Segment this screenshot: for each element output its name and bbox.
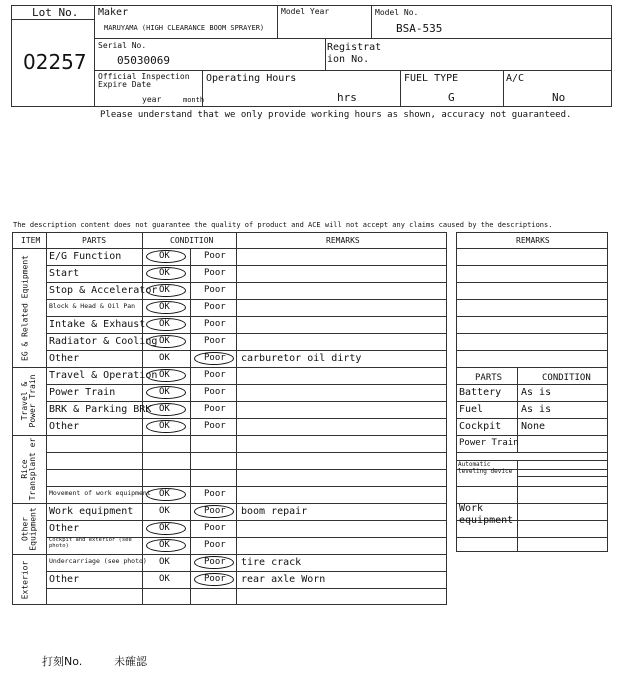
condition-ok: OK bbox=[159, 370, 170, 380]
group-label: Rice Transplant er bbox=[20, 437, 38, 501]
hrs-label: hrs bbox=[337, 91, 357, 104]
ok-selected-circle bbox=[146, 250, 186, 263]
work-equipment-label: Work equipment bbox=[459, 503, 514, 526]
right-parts-header: PARTS bbox=[475, 373, 503, 383]
condition-poor: Poor bbox=[204, 353, 226, 363]
condition-poor: Poor bbox=[204, 574, 226, 584]
condition-ok: OK bbox=[159, 285, 170, 295]
row-part-label: E/G Function bbox=[49, 251, 122, 262]
right-condition-value: As is bbox=[521, 387, 552, 398]
right-part-label: Fuel bbox=[459, 404, 484, 415]
ok-selected-circle bbox=[146, 267, 186, 280]
condition-ok: OK bbox=[159, 319, 170, 329]
row-part-label: Travel & Operation bbox=[49, 370, 158, 381]
header-parts: PARTS bbox=[82, 236, 107, 245]
condition-poor: Poor bbox=[204, 523, 226, 533]
condition-poor: Poor bbox=[204, 506, 226, 516]
condition-ok: OK bbox=[159, 574, 170, 584]
right-remarks-header: REMARKS bbox=[516, 236, 550, 245]
condition-poor: Poor bbox=[204, 336, 226, 346]
ok-selected-circle bbox=[146, 488, 186, 501]
right-part-label: Power Train bbox=[459, 438, 519, 448]
condition-poor: Poor bbox=[204, 285, 226, 295]
condition-ok: OK bbox=[159, 421, 170, 431]
group-label: Travel & Power Train bbox=[20, 374, 38, 428]
row-part-label: Stop & Accelerator bbox=[49, 285, 158, 296]
row-part-label: Other bbox=[49, 574, 80, 585]
auto-leveling-label: Automatic leveling device bbox=[458, 461, 513, 475]
condition-ok: OK bbox=[159, 540, 170, 550]
right-part-label: Cockpit bbox=[459, 421, 502, 432]
condition-ok: OK bbox=[159, 353, 170, 363]
ok-selected-circle bbox=[146, 335, 186, 348]
month-label: month bbox=[183, 96, 205, 104]
condition-poor: Poor bbox=[204, 370, 226, 380]
ok-selected-circle bbox=[146, 403, 186, 416]
row-part-label: Other bbox=[49, 353, 80, 364]
lot-number: 02257 bbox=[23, 50, 87, 74]
registration-label: Registrat ion No. bbox=[327, 42, 382, 65]
serial-label: Serial No. bbox=[98, 41, 147, 50]
ok-selected-circle bbox=[146, 522, 186, 535]
condition-ok: OK bbox=[159, 268, 170, 278]
ok-selected-circle bbox=[146, 284, 186, 297]
group-label: EG & Related Equipment bbox=[20, 254, 29, 361]
row-part-label: Cockpit and exterior (see photo) bbox=[49, 537, 132, 549]
row-part-label: Other bbox=[49, 421, 80, 432]
ok-selected-circle bbox=[146, 386, 186, 399]
row-part-label: Block & Head & Oil Pan bbox=[49, 302, 136, 310]
ok-selected-circle bbox=[146, 301, 186, 314]
condition-ok: OK bbox=[159, 387, 170, 397]
maker-label: Maker bbox=[98, 7, 129, 18]
stamp-value: 未確認 bbox=[114, 655, 147, 668]
poor-selected-circle bbox=[194, 573, 234, 586]
condition-poor: Poor bbox=[204, 540, 226, 550]
condition-ok: OK bbox=[159, 302, 170, 312]
condition-poor: Poor bbox=[204, 489, 226, 499]
row-part-label: Movement of work equipment bbox=[49, 489, 151, 497]
ac-value: No bbox=[552, 91, 566, 104]
operating-hours-label: Operating Hours bbox=[206, 73, 297, 84]
stamp-label: 打刻No. bbox=[42, 655, 83, 668]
ok-selected-circle bbox=[146, 318, 186, 331]
group-label: Exterior bbox=[20, 560, 29, 599]
right-part-label: Battery bbox=[459, 387, 502, 398]
right-condition-value: As is bbox=[521, 404, 552, 415]
inspection-label-1: Official Inspection bbox=[98, 72, 190, 81]
row-remark: tire crack bbox=[241, 557, 302, 568]
condition-ok: OK bbox=[159, 336, 170, 346]
disclaimer: The description content does not guarantee the quality of product and ACE will not accept any claims caused by the descriptions. bbox=[13, 221, 553, 229]
group-label: Other Equipment bbox=[20, 506, 38, 551]
condition-ok: OK bbox=[159, 523, 170, 533]
lot-label: Lot No. bbox=[32, 6, 79, 19]
right-condition-value: None bbox=[521, 421, 546, 432]
row-part-label: Power Train bbox=[49, 387, 116, 398]
fuel-type-label: FUEL TYPE bbox=[404, 73, 459, 84]
ok-selected-circle bbox=[146, 420, 186, 433]
condition-ok: OK bbox=[159, 251, 170, 261]
row-part-label: Other bbox=[49, 523, 80, 534]
row-part-label: Start bbox=[49, 268, 80, 279]
condition-ok: OK bbox=[159, 506, 170, 516]
model-year-label: Model Year bbox=[281, 7, 330, 16]
poor-selected-circle bbox=[194, 505, 234, 518]
condition-poor: Poor bbox=[204, 319, 226, 329]
row-remark: carburetor oil dirty bbox=[241, 353, 362, 364]
header-box bbox=[11, 5, 612, 107]
serial-value: 05030069 bbox=[117, 54, 170, 67]
row-remark: rear axle Worn bbox=[241, 574, 326, 585]
row-part-label: Undercarriage (see photo) bbox=[49, 557, 147, 565]
fuel-type-value: G bbox=[448, 91, 455, 104]
inspection-label-2: Expire Date bbox=[98, 80, 151, 89]
model-no-label: Model No. bbox=[375, 8, 419, 17]
condition-poor: Poor bbox=[204, 268, 226, 278]
header-remarks: REMARKS bbox=[326, 236, 360, 245]
poor-selected-circle bbox=[194, 556, 234, 569]
year-label: year bbox=[142, 95, 162, 104]
ok-selected-circle bbox=[146, 539, 186, 552]
maker-value: MARUYAMA (HIGH CLEARANCE BOOM SPRAYER) bbox=[104, 24, 265, 32]
model-no-value: BSA-535 bbox=[396, 22, 443, 35]
row-part-label: Work equipment bbox=[49, 506, 134, 517]
condition-poor: Poor bbox=[204, 421, 226, 431]
condition-poor: Poor bbox=[204, 557, 226, 567]
condition-poor: Poor bbox=[204, 387, 226, 397]
condition-poor: Poor bbox=[204, 404, 226, 414]
row-part-label: Radiator & Cooling bbox=[49, 336, 158, 347]
poor-selected-circle bbox=[194, 352, 234, 365]
condition-poor: Poor bbox=[204, 302, 226, 312]
ac-label: A/C bbox=[506, 73, 525, 84]
row-part-label: BRK & Parking BRK bbox=[49, 404, 152, 415]
ok-selected-circle bbox=[146, 369, 186, 382]
condition-poor: Poor bbox=[204, 251, 226, 261]
condition-ok: OK bbox=[159, 404, 170, 414]
hours-note: Please understand that we only provide working hours as shown, accuracy not guaranteed. bbox=[100, 110, 572, 120]
condition-ok: OK bbox=[159, 489, 170, 499]
header-item: ITEM bbox=[21, 236, 41, 245]
right-condition-header: CONDITION bbox=[542, 373, 591, 383]
row-part-label: Intake & Exhaust bbox=[49, 319, 146, 330]
condition-ok: OK bbox=[159, 557, 170, 567]
header-condition: CONDITION bbox=[170, 236, 214, 245]
row-remark: boom repair bbox=[241, 506, 308, 517]
